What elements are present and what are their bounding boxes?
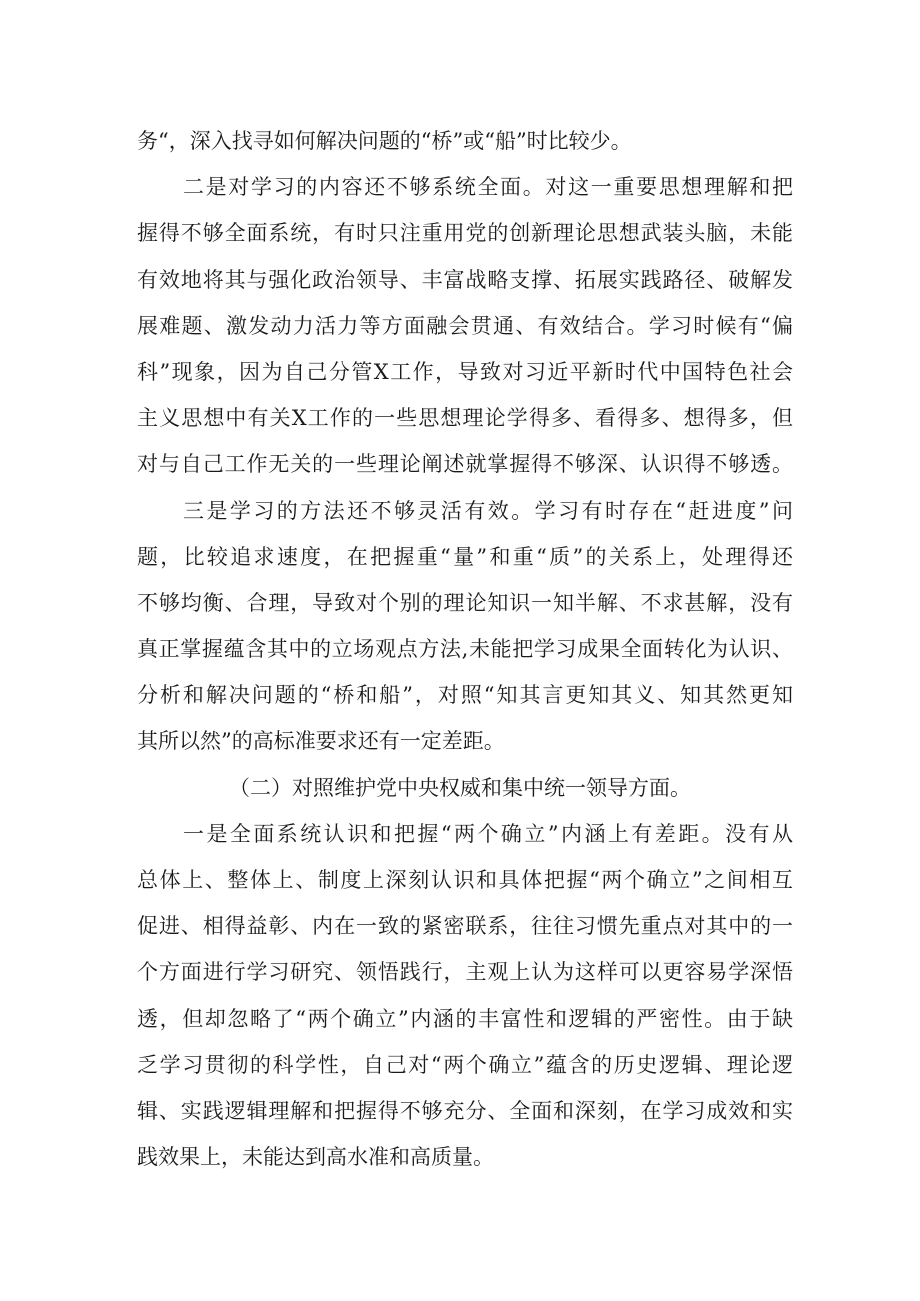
text-line: 真正掌握蕴含其中的立场观点方法,未能把学习成果全面转化为认识、 <box>137 637 793 662</box>
text-line: 不够均衡、合理，导致对个别的理论知识一知半解、不求甚解，没有 <box>137 590 793 615</box>
text-line: 透，但却忽略了“两个确立”内涵的丰富性和逻辑的严密性。由于缺 <box>137 1006 793 1031</box>
text-line: 辑、实践逻辑理解和把握得不够充分、全面和深刻，在学习成效和实 <box>137 1098 793 1123</box>
text-line: 一是全面系统认识和把握“两个确立”内涵上有差距。没有从 <box>183 821 793 846</box>
section-heading <box>137 765 793 811</box>
text-line: 促进、相得益彰、内在一致的紧密联系，往往习惯先重点对其中的一 <box>137 914 793 939</box>
paragraph-two-establishments <box>137 811 793 1181</box>
document-body <box>137 118 793 1180</box>
text-line: 个方面进行学习研究、领悟践行，主观上认为这样可以更容易学深悟 <box>137 960 793 985</box>
text-line: 总体上、整体上、制度上深刻认识和具体把握“两个确立”之间相互 <box>137 868 793 892</box>
text-line: 科”现象，因为自己分管X工作，导致对习近平新时代中国特色社会 <box>137 359 793 384</box>
paragraph-continuation <box>137 118 793 164</box>
text-line: 主义思想中有关X工作的一些思想理论学得多、看得多、想得多，但 <box>137 406 793 431</box>
paragraph-learning-method <box>137 488 793 765</box>
text-line: 践效果上，未能达到高水准和高质量。 <box>137 1145 494 1170</box>
text-line: 握得不够全面系统，有时只注重用党的创新理论思想武装头脑，未能 <box>137 221 793 246</box>
text-line: 有效地将其与强化政治领导、丰富战略支撑、拓展实践路径、破解发 <box>137 267 793 292</box>
text-line: 对与自己工作无关的一些理论阐述就掌握得不够深、认识得不够透。 <box>137 452 793 477</box>
text-line: 二是对学习的内容还不够系统全面。对这一重要思想理解和把 <box>183 175 793 200</box>
text-line: 乏学习贯彻的科学性，自己对“两个确立”蕴含的历史逻辑、理论逻 <box>137 1052 793 1077</box>
text-line: 展难题、激发动力活力等方面融会贯通、有效结合。学习时候有“偏 <box>137 313 793 338</box>
text-line: 题，比较追求速度，在把握重“量”和重“质”的关系上，处理得还 <box>137 544 793 569</box>
paragraph-learning-content <box>137 164 793 487</box>
text-line: 三是学习的方法还不够灵活有效。学习有时存在“赶进度”问 <box>183 498 793 523</box>
text-line: 务“，深入找寻如何解决问题的“桥”或“船”时比较少。 <box>137 129 632 153</box>
text-line: 其所以然”的高标准要求还有一定差距。 <box>137 729 505 754</box>
heading-line: （二）对照维护党中央权威和集中统一领导方面。 <box>229 775 691 800</box>
text-line: 分析和解决问题的“桥和船”，对照“知其言更知其义、知其然更知 <box>137 683 793 708</box>
